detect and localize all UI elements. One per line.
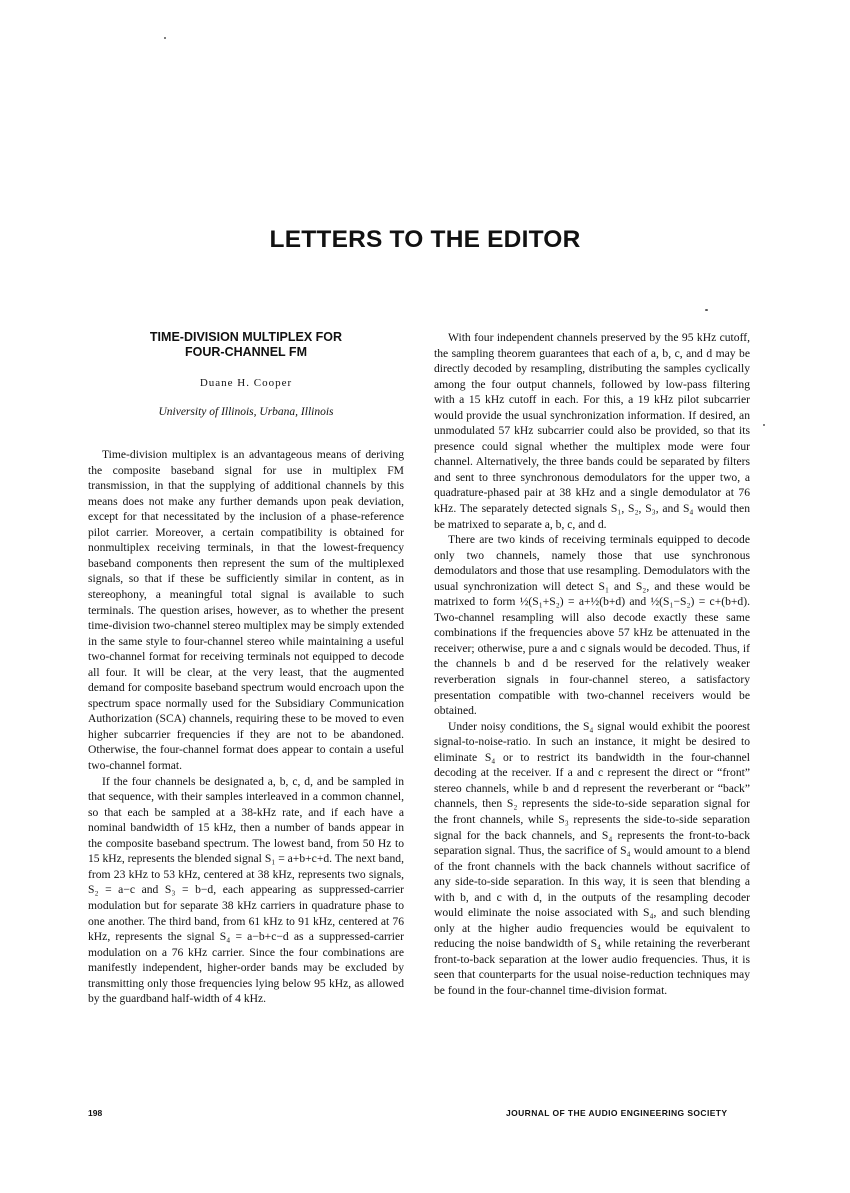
scan-speck [164, 37, 166, 39]
right-column [434, 330, 750, 999]
paragraph-4: There are two kinds of receiving terminals equipped to decode only two channels, namely those that use synchronous demodulators and those that use resampling. Demodulators with the usual synchronization will detect S₁ and S₂, and these would be matrixed to form ½(S₁+S₂) = a+½(b+d) and ½(S₁−S₂) = c+(b+d). Two-channel resampling will also decode exactly these same combinations if the frequencies above 57 kHz be attenuated in the receiver; otherwise, pure a and c signals would be decoded. Thus, if the channels b and d be reserved for the relatively weaker reverberation signals in four-channel stereo, a satisfactory presentation compatible with two-channel receivers would be obtained. [434, 533, 750, 718]
article-title [88, 330, 404, 360]
journal-name: JOURNAL OF THE AUDIO ENGINEERING SOCIETY [506, 1108, 728, 1118]
page-number: 198 [88, 1108, 103, 1118]
paragraph-5: Under noisy conditions, the S₄ signal would exhibit the poorest signal-to-noise-ratio. In such an instance, it might be desired to eliminate S₄ or to restrict its bandwidth in the four-channel decoding at the receiver. If a and c represent the direct or “front” stereo channels, while b and d represent the reverberant or “back” channels, then S₂ represents the side-to-side separation signal for the front channels, while S₃ represents the side-to-side separation signal for the back channels, and S₄ represents the front-to-back separation signal. Thus, the sacrifice of S₄ would amount to a blend of the front channels with the back channels without sacrifice of any side-to-side separation. In this way, it is seen that blending a with b, and c with d, in the outputs of the resampling decoder would eliminate the noise associated with S₄, and such blending only at the higher audio frequencies would be equivalent to reducing the noise bandwidth of S₄ while retaining the reverberant front-to-back separation at the lower audio frequencies. Thus, it is seen that counterparts for the usual noise-reduction techniques may be found in the four-channel time-division format. [434, 719, 750, 997]
author-affiliation: University of Illinois, Urbana, Illinois [158, 405, 334, 418]
left-column [88, 330, 404, 1007]
paragraph-1: Time-division multiplex is an advantageous means of deriving the composite baseband signal for use in multiplex FM transmission, in that the supplying of additional channels by this means does not make any further demands upon peak deviation, except for that necessitated by the inclusion of a phase-reference pilot carrier. Moreover, a certain compatibility is obtained for nonmultiplex receiving terminals, in that the lowest-frequency baseband components then represent the sum of the multiplexed signals, so that if these be sufficiently similar in content, as in stereophony, a meaningful total signal is available to such terminals. The question arises, however, as to whether the present time-division two-channel stereo multiplex may be simply extended in the same style to four-channel stereo while maintaining a useful two-channel format for receiving terminals not equipped to decode all four. It will be clear, at the very least, that the augmented demand for composite baseband spectrum would encroach upon the spectrum space normally used for the Subsidiary Communication Authorization (SCA) channels, requiring these to be moved to even higher subcarrier frequencies if they are not to be abandoned. Otherwise, the four-channel format does appear to contain a useful two-channel format. [88, 448, 404, 773]
scan-speck [705, 309, 708, 311]
paragraph-2: If the four channels be designated a, b, c, d, and be sampled in that sequence, with their samples interleaved in a common channel, so that each be sampled at a 38-kHz rate, and if each have a nominal bandwidth of 15 kHz, then a number of bands appear in the composite baseband spectrum. The lowest band, from 50 Hz to 15 kHz, represents the blended signal S₁ = a+b+c+d. The next band, from 23 kHz to 53 kHz, centered at 38 kHz, represents two signals, S₂ = a−c and S₃ = b−d, each appearing as suppressed-carrier modulation but for separate 38 kHz carriers in quadrature phase to one another. The third band, from 61 kHz to 91 kHz, centered at 76 kHz, represents the signal S₄ = a−b+c−d as a suppressed-carrier modulation on a 76 kHz carrier. Since the four combinations are manifestly independent, higher-order bands may be excluded by transmitting only those frequencies lying below 95 kHz, as allowed by the guardband half-width of 4 kHz. [88, 774, 404, 1006]
paragraph-3: With four independent channels preserved by the 95 kHz cutoff, the sampling theorem guarantees that each of a, b, c, and d may be directly decoded by resampling, distributing the samples cyclically among the four output channels, followed by low-pass filtering with a 15 kHz cutoff in each. For this, a 19 kHz pilot subcarrier would provide the usual synchronization information. If desired, an unmodulated 57 kHz subcarrier could also be provided, so that its presence could signal whether the multiplex mode were four channel. Alternatively, the three bands could be separated by filters and sent to three synchronous demodulators for the upper two, a quadrature-phased pair at 38 kHz and a single demodulator at 76 kHz. The separately detected signals S₁, S₂, S₃, and S₄ would then be matrixed to separate a, b, c, and d. [434, 331, 750, 531]
scan-speck [763, 424, 765, 426]
page-title: LETTERS TO THE EDITOR [269, 226, 581, 253]
article-title-line-2: FOUR-CHANNEL FM [185, 345, 307, 359]
article-title-line-1: TIME-DIVISION MULTIPLEX FOR [149, 330, 343, 344]
author-name: Duane H. Cooper [199, 377, 293, 389]
